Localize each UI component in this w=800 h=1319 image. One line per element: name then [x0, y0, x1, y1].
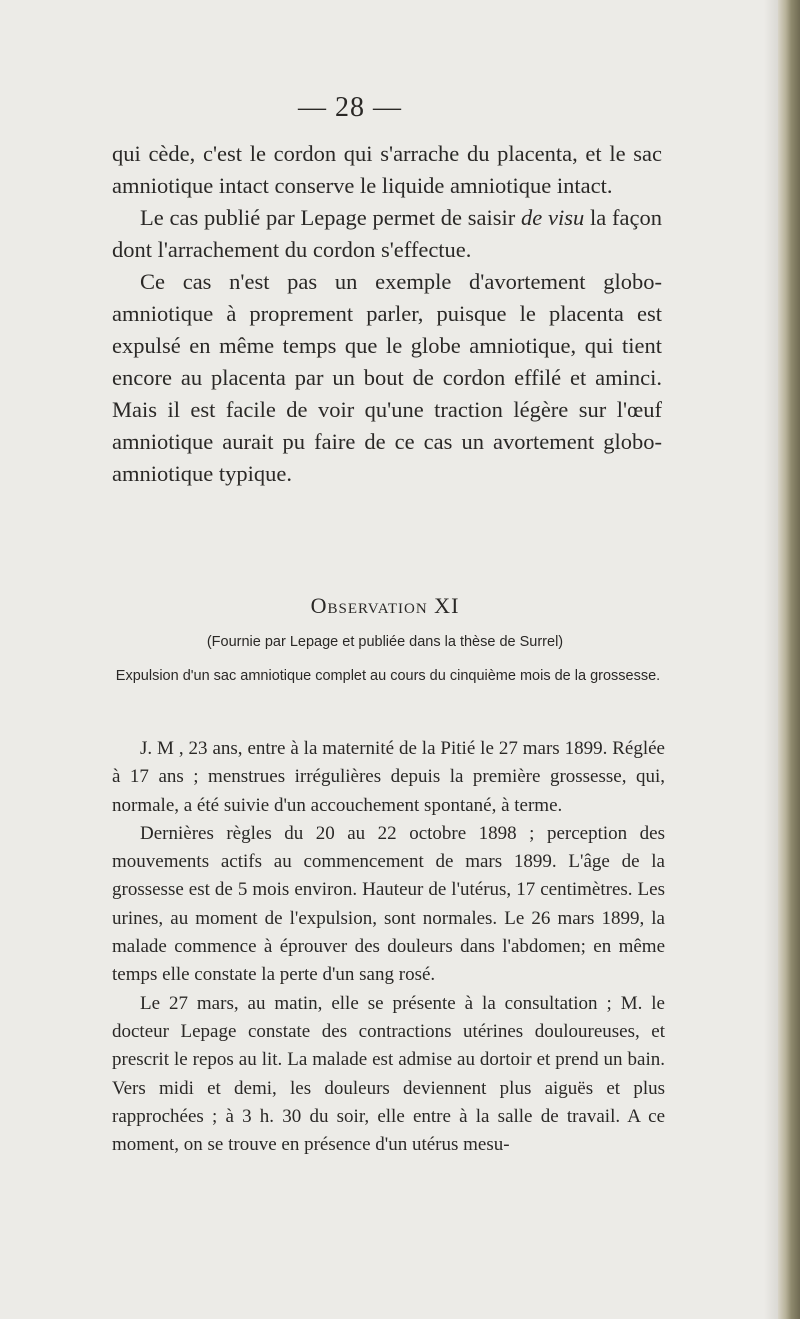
- observation-heading: Observation XI: [310, 593, 460, 618]
- observation-paragraph-1: J. M , 23 ans, entre à la maternité de la Pitié le 27 mars 1899. Réglée à 17 ans ; menstrues irrégulières depuis la première grossesse, qui, normale, a été suivie d'un accouchement spontané, à terme.: [112, 738, 665, 816]
- intro-paragraph-3: Ce cas n'est pas un exemple d'avortement globo-amniotique à proprement parler, puisque le placenta est expulsé en même temps que le globe amniotique, qui tient encore au placenta par un bout de cordon effilé et aminci. Mais il est facile de voir qu'une traction légère sur l'œuf amniotique aurait pu faire de ce cas un avortement globo-amniotique typique.: [112, 269, 662, 486]
- intro-paragraph-1: qui cède, c'est le cordon qui s'arrache du placenta, et le sac amniotique intact conserve le liquide amniotique intact.: [112, 141, 662, 198]
- observation-subtitle: Expulsion d'un sac amniotique complet au cours du cinquième mois de la grossesse.: [115, 668, 661, 684]
- intro-paragraph-2: [112, 202, 662, 266]
- intro-paragraph-2-end: la façon dont l'arrachement du cordon s'effectue.: [112, 205, 662, 262]
- observation-paragraph-3: Le 27 mars, au matin, elle se présente à la consultation ; M. le docteur Lepage constate des contractions utérines douloureuses, et prescrit le repos au lit. La malade est admise au dortoir et prend un bain. Vers midi et demi, les douleurs deviennent plus aiguës et plus rapprochées ; à 3 h. 30 du soir, elle entre à la salle de travail. A ce moment, on se trouve en présence d'un utérus mesu-: [112, 992, 665, 1156]
- observation-paragraph-2: Dernières règles du 20 au 22 octobre 1898 ; perception des mouvements actifs au commencement de mars 1899. L'âge de la grossesse est de 5 mois environ. Hauteur de l'utérus, 17 centimètres. Les urines, au moment de l'expulsion, sont normales. Le 26 mars 1899, la malade commence à éprouver des douleurs dans l'abdomen; en même temps elle constate la perte d'un sang rosé.: [112, 822, 665, 986]
- page-gutter-shadow: [764, 0, 778, 1319]
- book-edge: [778, 0, 800, 1319]
- observation-text: [112, 735, 665, 1159]
- intro-text: [112, 138, 662, 490]
- intro-paragraph-2-emphasis: de visu: [520, 205, 585, 230]
- page-number: — 28 —: [298, 92, 402, 123]
- intro-paragraph-2-start: Le cas publié par Lepage permet de saisir: [140, 205, 521, 230]
- observation-source: (Fournie par Lepage et publiée dans la thèse de Surrel): [206, 634, 564, 650]
